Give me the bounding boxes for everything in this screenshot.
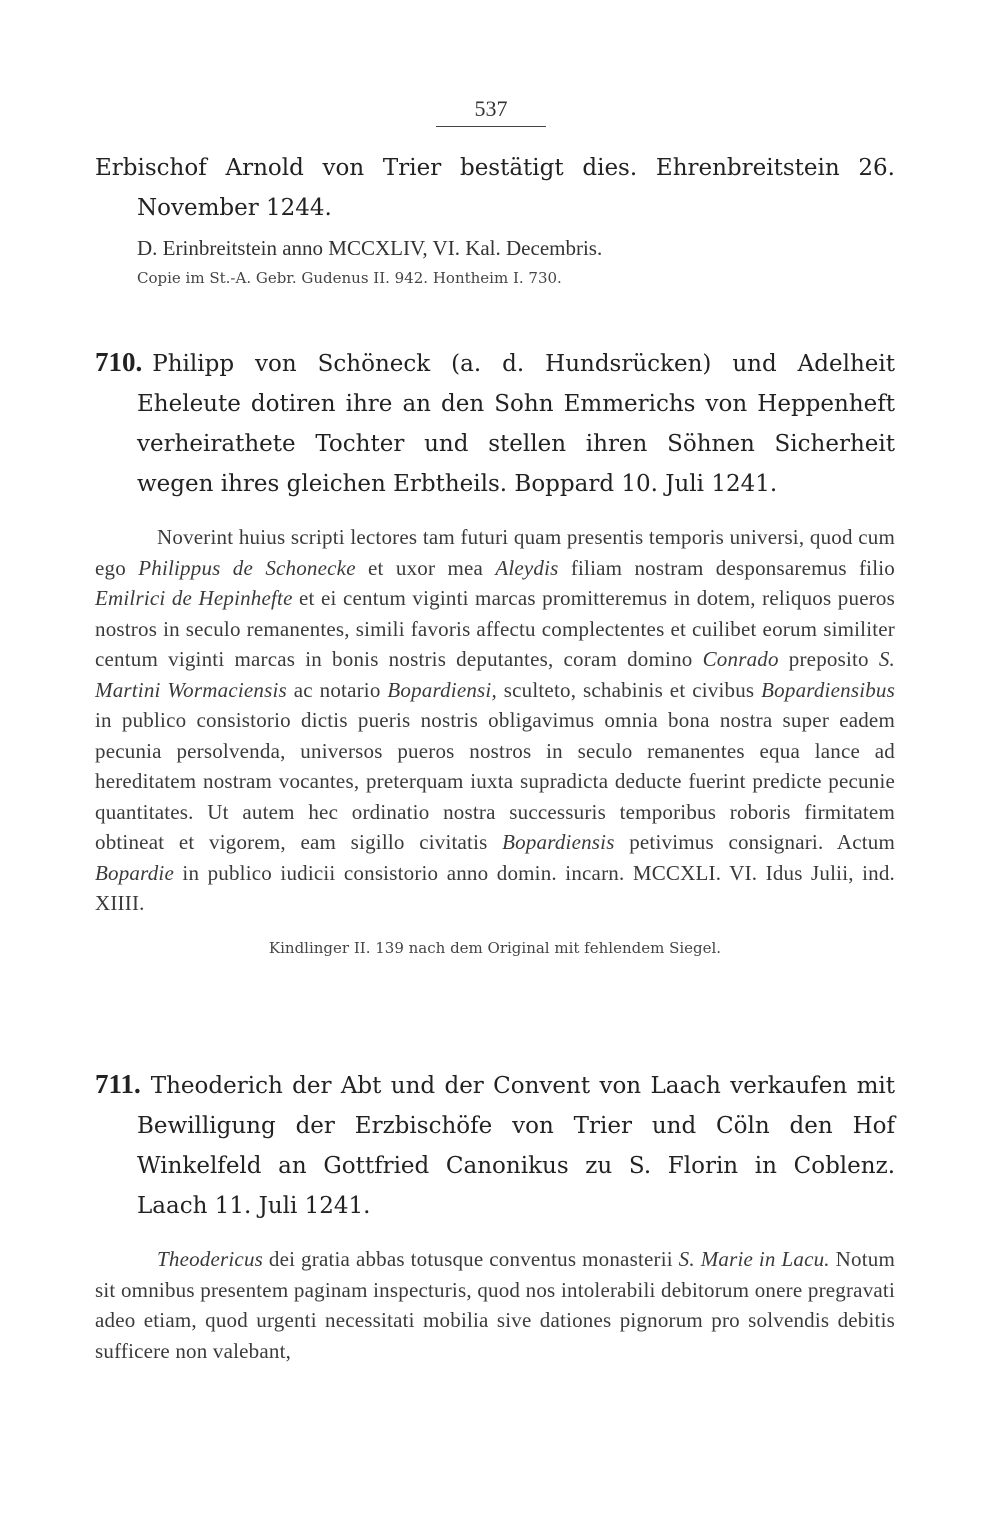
doc-heading: [95, 1064, 895, 1226]
doc-source-note: Copie im St.-A. Gebr. Gudenus II. 942. Hontheim I. 730.: [137, 269, 562, 287]
doc-body-text: [95, 522, 895, 919]
page-number: 537: [436, 96, 546, 127]
doc-heading-text: Theoderich der Abt und der Convent von Laach verkaufen mit Bewilligung der Erzbischöfe von Trier und Cöln den Hof Winkelfeld an Gottfried Canonikus zu S. Florin in Coblenz. Laach 11. Juli 1241.: [137, 1073, 895, 1219]
name-run: Conrado: [702, 647, 779, 671]
name-run: S. Martini Wormaciensis: [95, 647, 896, 702]
text-run: in publico iudicii consistorio anno domin. incarn. MCCXLI. VI. Idus Julii, ind. XIIII.: [95, 860, 895, 915]
doc-number: 711.: [95, 1069, 141, 1099]
name-run: Emilrici de Hepinhefte: [95, 586, 293, 610]
text-run: ac notario: [286, 677, 388, 702]
text-run: dei gratia abbas totusque conventus monasterii: [263, 1247, 679, 1271]
doc-heading: [95, 342, 895, 504]
text-run: filiam nostram desponsaremus filio: [558, 555, 895, 580]
text-run: et uxor mea: [355, 555, 496, 580]
doc-heading-wrap: [95, 342, 895, 504]
doc-body-text: [95, 1244, 895, 1366]
document-711: [95, 1064, 895, 1366]
name-run: Bopardie: [95, 860, 174, 885]
name-run: Bopardiensibus: [761, 677, 895, 702]
text-run: petivimus consignari. Actum: [614, 830, 896, 854]
text-run: Noverint huius scripti lectores tam futuri quam presentis temporis universi, quod cum ego: [95, 525, 895, 580]
name-run: Bopardiensis: [502, 830, 615, 854]
name-run: S. Marie in Lacu.: [678, 1247, 830, 1271]
document-708-tail: [95, 148, 895, 287]
doc-dateline: D. Erinbreitstein anno MCCXLIV, VI. Kal. Decembris.: [137, 236, 603, 260]
name-run: Bopardiensi,: [387, 677, 497, 702]
text-run: preposito: [778, 647, 879, 671]
doc-number: 710.: [95, 347, 143, 377]
text-run: Notum sit omnibus presentem paginam inspecturis, quod nos intolerabili debitorum onere pregravati adeo etiam, quod urgenti necessitati mobilia sive dationes pignorum pro solvendis debitis sufficere non valebant,: [95, 1247, 895, 1363]
doc-heading-text: Erbischof Arnold von Trier bestätigt dies. Ehrenbreitstein 26. November 1244.: [95, 155, 895, 221]
name-run: Philippus de Schonecke: [138, 555, 356, 580]
doc-source-note: Kindlinger II. 139 nach dem Original mit fehlendem Siegel.: [268, 938, 722, 957]
text-run: sculteto, schabinis et civibus: [496, 677, 762, 702]
document-710: [95, 342, 895, 957]
text-run: et ei centum viginti marcas promitteremus in dotem, reliquos pueros nostros in seculo remanentes, simili favoris affectu complectentes et cuilibet eorum similiter centum viginti marcas in bonis nostris deputantes, coram domino: [95, 586, 895, 671]
name-run: Theodericus: [157, 1247, 264, 1271]
text-run: in publico consistorio dictis pueris nostris obligavimus omnia bona nostra super eadem pecunia persolvenda, universos pueros nostros in seculo remanentes equa lance ad hereditatem nostram vocantes, preterquam iuxta supradicta deducte fuerint predicte pecunie quantitates. Ut autem hec ordinatio nostra successuris temporibus roboris firmitatem obtineat et vigorem, eam sigillo civitatis: [95, 708, 895, 854]
doc-heading-wrap: [95, 1064, 895, 1226]
doc-heading-text: Philipp von Schöneck (a. d. Hundsrücken) und Adelheit Eheleute dotiren ihre an den Sohn Emmerichs von Heppenheft verheirathete Tochter und stellen ihren Söhnen Sicherheit wegen ihres gleichen Erbtheils. Boppard 10. Juli 1241.: [137, 351, 895, 497]
name-run: Aleydis: [495, 555, 559, 580]
doc-heading: [95, 148, 895, 228]
